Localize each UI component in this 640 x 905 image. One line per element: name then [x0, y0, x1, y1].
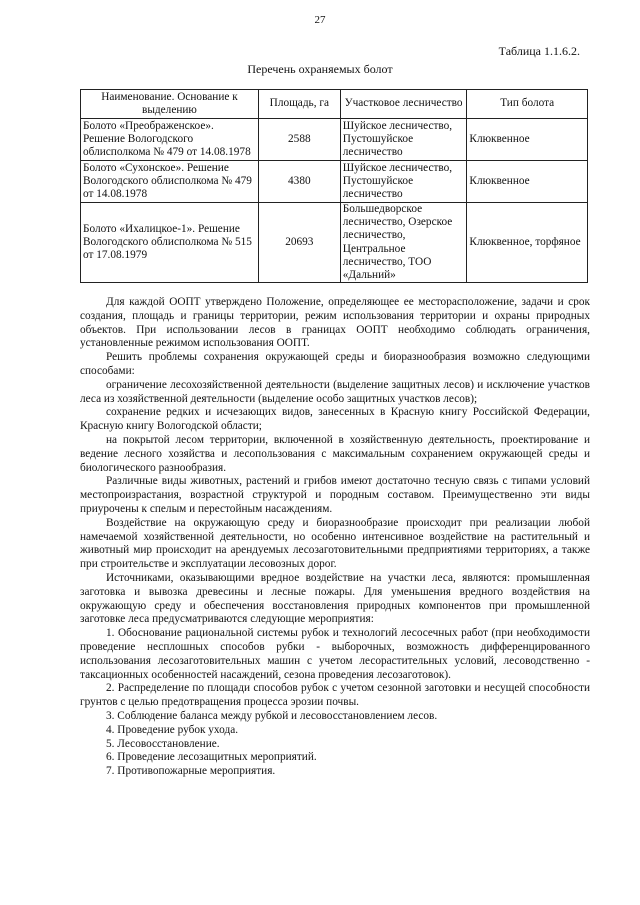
- paragraph: на покрытой лесом территории, включенной в хозяйственную деятельность, проектирование и ведение лесного хозяйства и лесопользования с максимальным сохранением окружающей среды и биологического разнообразия.: [80, 433, 590, 474]
- cell-area: 20693: [258, 203, 340, 283]
- list-item: 4. Проведение рубок ухода.: [106, 723, 239, 736]
- table-row: [81, 203, 588, 283]
- cell-forestry: Шуйское лесничество, Пустошуйское лесничество: [340, 119, 467, 161]
- paragraph: сохранение редких и исчезающих видов, занесенных в Красную книгу Российской Федерации, Красную книгу Вологодской области;: [80, 406, 590, 433]
- list-item: 3. Соблюдение баланса между рубкой и лесовосстановлением лесов.: [106, 709, 438, 722]
- table-row: [81, 119, 588, 161]
- cell-name: Болото «Ихалицкое-1». Решение Вологодского облисполкома № 515 от 17.08.1979: [81, 203, 259, 283]
- table-label: Таблица 1.1.6.2.: [498, 44, 580, 58]
- header-area: Площадь, га: [258, 90, 340, 119]
- cell-name: Болото «Сухонское». Решение Вологодского облисполкома № 479 от 14.08.1978: [81, 161, 259, 203]
- cell-forestry: Шуйское лесничество, Пустошуйское лесничество: [340, 161, 467, 203]
- protected-bogs-table: [80, 89, 588, 283]
- cell-area: 4380: [258, 161, 340, 203]
- list-item: 1. Обоснование рациональной системы рубок и технологий лесосечных работ (при необходимости проведение несплошных способов рубки - выборочных, возможность дифференцированного использования лесозаготовительных машин с учетом лесорастительных условий, лесоводственно - таксационных особенностей насаждений, сезона проведения лесозаготовок).: [80, 627, 590, 681]
- list-item: 7. Противопожарные мероприятия.: [106, 765, 276, 778]
- cell-bog-type: Клюквенное, торфяное: [467, 203, 588, 283]
- page-number: 27: [314, 14, 326, 26]
- paragraph: Источниками, оказывающими вредное воздействие на участки леса, являются: промышленная заготовка и вывозка древесины и лесные пожары. Для уменьшения вредного воздействия на окружающую среду и обеспечения восстановления природных компонентов при промышленной заготовке леса предусматриваются следующие мероприятия:: [80, 571, 590, 626]
- table-row: [81, 161, 588, 203]
- header-forestry: Участковое лесничество: [340, 90, 467, 119]
- list-item: 6. Проведение лесозащитных мероприятий.: [106, 751, 317, 764]
- list-item: 2. Распределение по площади способов рубок с учетом сезонной заготовки и несущей способности грунтов с целью предотвращения процесса эрозии почвы.: [80, 682, 590, 709]
- cell-bog-type: Клюквенное: [467, 161, 588, 203]
- paragraph: Различные виды животных, растений и грибов имеют достаточно тесную связь с типами условий местопроизрастания, возрастной структурой и породным составом. Преимущественно эти виды приурочены к спелым и перестойным насаждениям.: [80, 475, 590, 515]
- table-title: Перечень охраняемых болот: [247, 62, 393, 76]
- cell-bog-type: Клюквенное: [467, 119, 588, 161]
- paragraph: ограничение лесохозяйственной деятельности (выделение защитных лесов) и исключение участков леса из хозяйственной деятельности (выделение особо защитных участков лесов);: [80, 378, 590, 405]
- cell-area: 2588: [258, 119, 340, 161]
- table-header-row: [81, 90, 588, 119]
- paragraph: Воздействие на окружающую среду и биоразнообразие происходит при реализации любой намечаемой хозяйственной деятельности, но особенно интенсивное воздействие на растительный и животный мир происходит на арендуемых лесозаготовительными предприятиями территориях, а также при строительстве и эксплуатации лесовозных дорог.: [80, 516, 590, 571]
- cell-name: Болото «Преображенское». Решение Вологодского облисполкома № 479 от 14.08.1978: [81, 119, 259, 161]
- header-bog-type: Тип болота: [467, 90, 588, 119]
- paragraph: Для каждой ООПТ утверждено Положение, определяющее ее месторасположение, задачи и срок создания, площадь и границы территории, режим использования территории и охраны природных объектов. При использовании лесов в границах ООПТ необходимо соблюдать ограничения, установленные режимом использования ООПТ.: [80, 296, 590, 350]
- list-item: 5. Лесовосстановление.: [106, 737, 220, 750]
- body-text: [80, 296, 590, 779]
- paragraph: Решить проблемы сохранения окружающей среды и биоразнообразия возможно следующими способами:: [80, 351, 590, 377]
- cell-forestry: Большедворское лесничество, Озерское лесничество, Центральное лесничество, ТОО «Дальний»: [340, 203, 467, 283]
- header-name: Наименование. Основание к выделению: [81, 90, 259, 119]
